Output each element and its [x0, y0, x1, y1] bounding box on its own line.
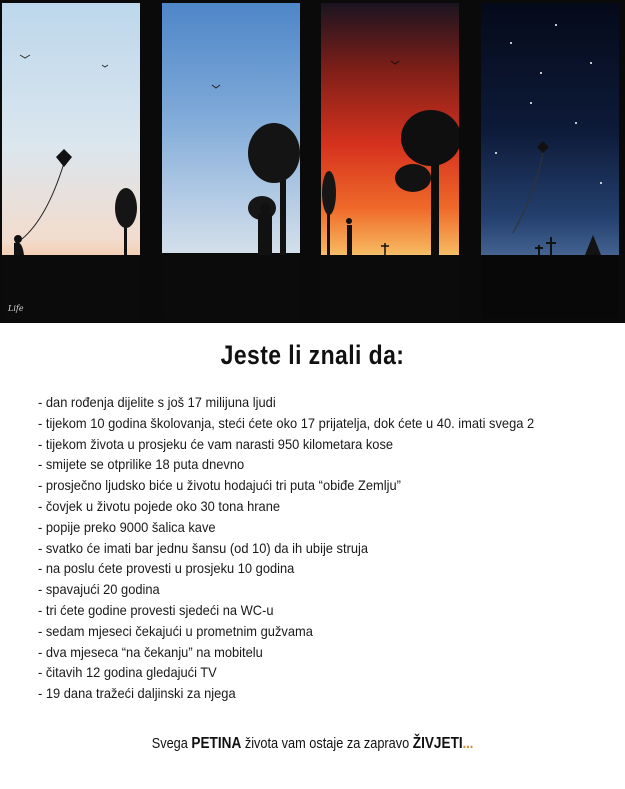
- fact-item: - dva mjeseca “na čekanju” na mobitelu: [38, 643, 263, 660]
- couple-tree-silhouette: [162, 3, 300, 319]
- night-grave-silhouette: [481, 3, 619, 319]
- panel-adulthood: [162, 3, 300, 319]
- fact-item: - popije preko 9000 šalica kave: [38, 518, 216, 535]
- life-stages-banner: [0, 0, 625, 323]
- conclusion-text: [47, 735, 578, 753]
- panel-death: [481, 3, 619, 319]
- fact-item: - čitavih 12 godina gledajući TV: [38, 664, 217, 681]
- footer-emphasis-zivjeti: ŽIVJETI: [412, 735, 463, 752]
- fact-item: - tri ćete godine provesti sjedeći na WC-u: [38, 601, 274, 618]
- footer-pre: Svega: [151, 735, 192, 752]
- fact-item: - prosječno ljudsko biće u životu hodajući tri puta “obiđe Zemlju”: [38, 477, 401, 494]
- page-title: Jeste li znali da:: [220, 340, 405, 370]
- fact-item: - sedam mjeseci čekajući u prometnim gužvama: [38, 622, 313, 639]
- kite-child-silhouette: [2, 3, 140, 319]
- footer-emphasis-petina: PETINA: [191, 735, 242, 752]
- man-tree-silhouette: [321, 3, 459, 319]
- fact-item: - dan rođenja dijelite s još 17 milijuna ljudi: [38, 394, 276, 410]
- fact-item: - na poslu ćete provesti u prosjeku 10 godina: [38, 560, 295, 577]
- fact-item: - svatko će imati bar jednu šansu (od 10) da ih ubije struja: [38, 539, 369, 556]
- fact-item: - spavajući 20 godina: [38, 581, 160, 598]
- panel-old-age: [321, 3, 459, 319]
- facts-list: [38, 392, 577, 704]
- fact-item: - tijekom života u prosjeku će vam narasti 950 kilometara kose: [38, 435, 394, 452]
- fact-item: - tijekom 10 godina školovanja, steći ćete oko 17 prijatelja, dok ćete u 40. imati svega 2: [38, 414, 535, 431]
- fact-item: - smijete se otprilike 18 puta dnevno: [38, 456, 245, 473]
- signature-logo: Life: [8, 304, 24, 313]
- fact-item: - 19 dana tražeći daljinski za njega: [38, 685, 236, 702]
- fact-item: - čovjek u životu pojede oko 30 tona hrane: [38, 497, 281, 514]
- footer-mid: života vam ostaje za zapravo: [241, 735, 413, 752]
- panel-childhood: [2, 3, 140, 319]
- footer-ellipsis: ...: [462, 735, 474, 752]
